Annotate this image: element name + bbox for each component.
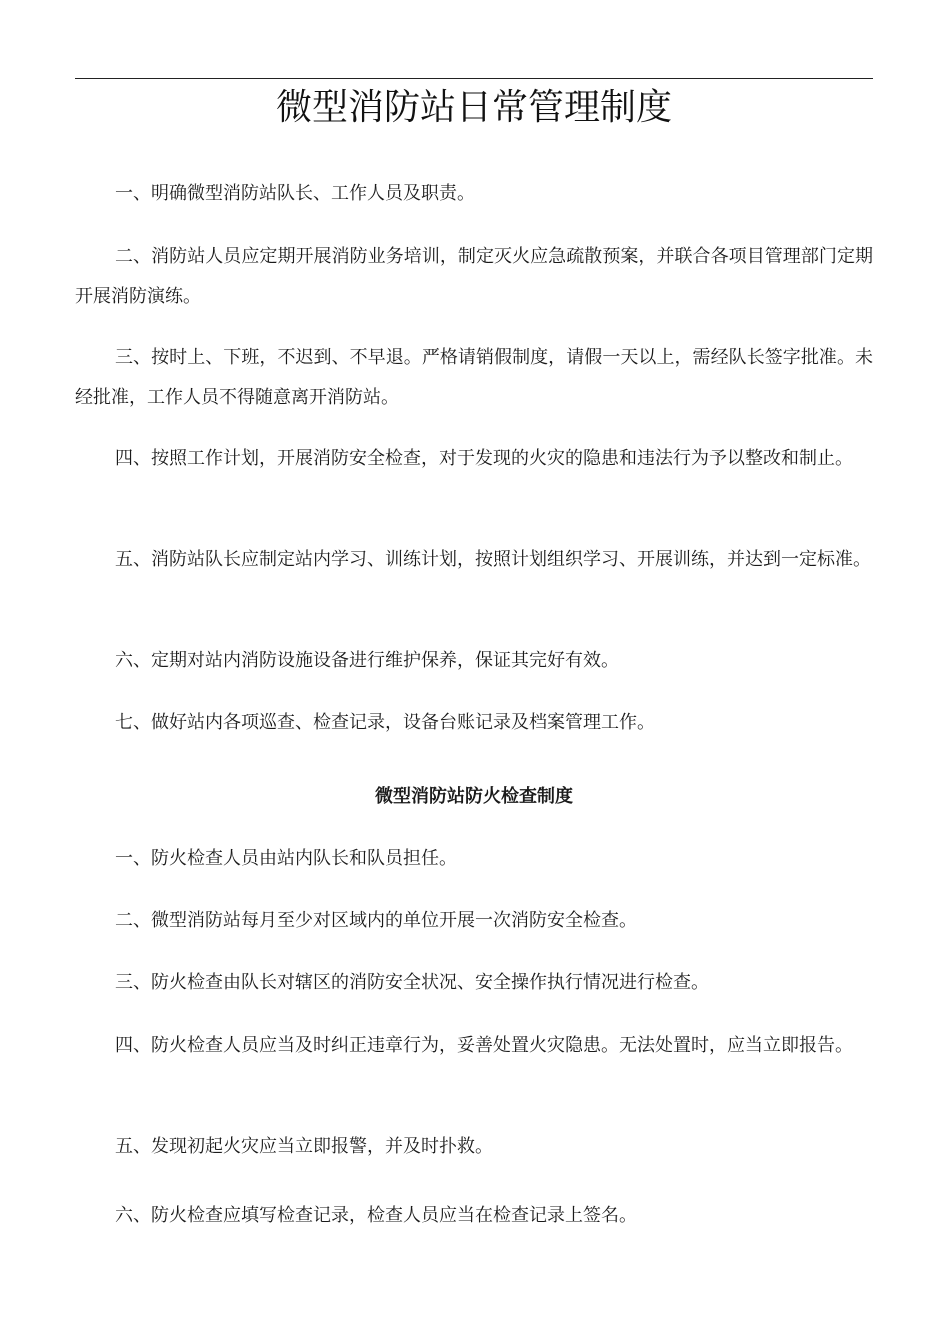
rule-item-5: 五、消防站队长应制定站内学习、训练计划，按照计划组织学习、开展训练，并达到一定标准。 [115, 549, 871, 570]
rule-item-2: 二、消防站人员应定期开展消防业务培训，制定灭火应急疏散预案，并联合各项目管理部门定期开展消防演练。 [75, 246, 873, 307]
inspection-item-1: 一、防火检查人员由站内队长和队员担任。 [115, 848, 457, 869]
inspection-item-3: 三、防火检查由队长对辖区的消防安全状况、安全操作执行情况进行检查。 [115, 972, 709, 993]
inspection-item-2: 二、微型消防站每月至少对区域内的单位开展一次消防安全检查。 [115, 910, 637, 931]
rule-item-3: 三、按时上、下班，不迟到、不早退。严格请销假制度，请假一天以上，需经队长签字批准。未经批准，工作人员不得随意离开消防站。 [75, 347, 873, 408]
header-rule [75, 78, 873, 79]
inspection-item-4: 四、防火检查人员应当及时纠正违章行为，妥善处置火灾隐患。无法处置时，应当立即报告。 [115, 1035, 853, 1056]
rule-item-6: 六、定期对站内消防设施设备进行维护保养，保证其完好有效。 [115, 650, 619, 671]
inspection-item-5: 五、发现初起火灾应当立即报警，并及时扑救。 [115, 1136, 493, 1157]
rule-item-1: 一、明确微型消防站队长、工作人员及职责。 [115, 183, 475, 204]
rule-item-7: 七、做好站内各项巡查、检查记录，设备台账记录及档案管理工作。 [115, 712, 655, 733]
section-subtitle: 微型消防站防火检查制度 [375, 786, 573, 807]
page-title: 微型消防站日常管理制度 [275, 87, 672, 128]
inspection-item-6: 六、防火检查应填写检查记录，检查人员应当在检查记录上签名。 [115, 1205, 637, 1226]
rule-item-4: 四、按照工作计划，开展消防安全检查，对于发现的火灾的隐患和违法行为予以整改和制止。 [115, 448, 853, 469]
